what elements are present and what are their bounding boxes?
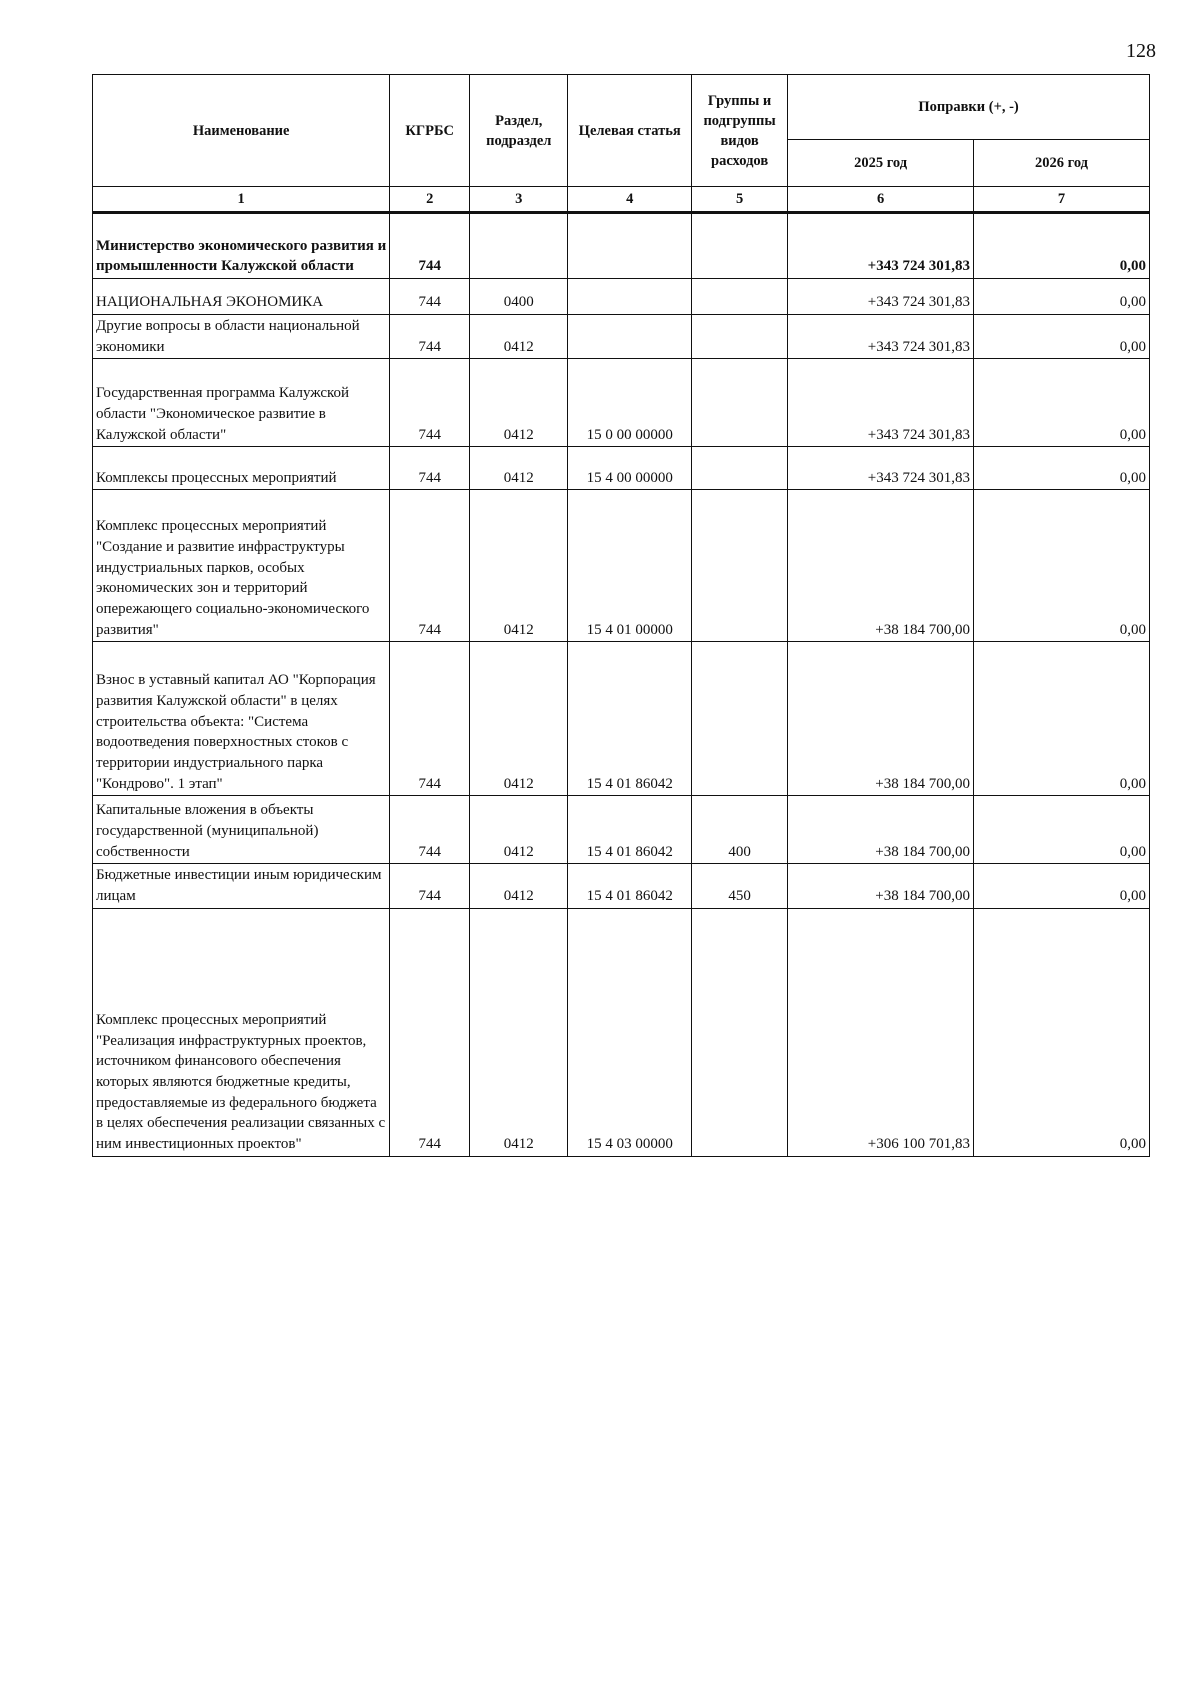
table-row: [93, 359, 1150, 447]
row-amount-2026: 0,00: [973, 315, 1149, 359]
col-number: 2: [390, 187, 470, 213]
row-kgrbs: 744: [390, 642, 470, 796]
row-section: 0412: [470, 490, 568, 642]
row-amount-2025: +343 724 301,83: [788, 359, 974, 447]
table-row: [93, 864, 1150, 908]
row-amount-2026: 0,00: [973, 359, 1149, 447]
row-target: [568, 279, 692, 315]
table-row: [93, 213, 1150, 279]
row-kgrbs: 744: [390, 796, 470, 864]
row-target: [568, 315, 692, 359]
row-amount-2025: +38 184 700,00: [788, 796, 974, 864]
row-section: 0412: [470, 796, 568, 864]
row-amount-2025: +306 100 701,83: [788, 908, 974, 1156]
row-amount-2026: 0,00: [973, 908, 1149, 1156]
row-group: [691, 447, 787, 490]
row-name: Государственная программа Калужской области "Экономическое развитие в Калужской области": [93, 359, 390, 447]
row-name: Министерство экономического развития и промышленности Калужской области: [93, 213, 390, 279]
row-group: [691, 642, 787, 796]
row-amount-2025: +343 724 301,83: [788, 213, 974, 279]
header-groups: Группы и подгруппы видов расходов: [691, 75, 787, 187]
row-name: Взнос в уставный капитал АО "Корпорация развития Калужской области" в целях строительства объекта: "Система водоотведения поверхностных стоков с территории индустриального парка "Кондрово". 1 этап": [93, 642, 390, 796]
row-amount-2025: +38 184 700,00: [788, 642, 974, 796]
row-section: 0412: [470, 447, 568, 490]
table-row: [93, 796, 1150, 864]
table-row: [93, 279, 1150, 315]
row-section: 0412: [470, 359, 568, 447]
row-target: 15 4 03 00000: [568, 908, 692, 1156]
row-kgrbs: 744: [390, 490, 470, 642]
row-section: 0412: [470, 864, 568, 908]
row-group: 400: [691, 796, 787, 864]
table-row: [93, 315, 1150, 359]
row-target: [568, 213, 692, 279]
row-amount-2025: +343 724 301,83: [788, 447, 974, 490]
col-number: 7: [973, 187, 1149, 213]
header-section: Раздел, подраздел: [470, 75, 568, 187]
col-number: 6: [788, 187, 974, 213]
row-section: [470, 213, 568, 279]
row-target: 15 4 00 00000: [568, 447, 692, 490]
row-target: 15 4 01 86042: [568, 796, 692, 864]
header-target: Целевая статья: [568, 75, 692, 187]
row-target: 15 0 00 00000: [568, 359, 692, 447]
row-name: Комплексы процессных мероприятий: [93, 447, 390, 490]
row-amount-2026: 0,00: [973, 642, 1149, 796]
table-row: [93, 908, 1150, 1156]
row-name: Другие вопросы в области национальной экономики: [93, 315, 390, 359]
col-number: 4: [568, 187, 692, 213]
row-section: 0412: [470, 315, 568, 359]
row-kgrbs: 744: [390, 315, 470, 359]
page-number: 128: [1126, 40, 1156, 62]
header-amendments: Поправки (+, -): [788, 75, 1150, 140]
row-group: [691, 279, 787, 315]
header-year-2026: 2026 год: [973, 140, 1149, 187]
row-name: Комплекс процессных мероприятий "Создание и развитие инфраструктуры индустриальных парков, особых экономических зон и территорий опережающего социально-экономического развития": [93, 490, 390, 642]
row-amount-2026: 0,00: [973, 490, 1149, 642]
table-header: [93, 75, 1150, 213]
row-group: [691, 359, 787, 447]
row-group: [691, 908, 787, 1156]
row-amount-2026: 0,00: [973, 213, 1149, 279]
row-group: [691, 315, 787, 359]
row-group: [691, 490, 787, 642]
row-amount-2026: 0,00: [973, 864, 1149, 908]
table-row: [93, 642, 1150, 796]
col-number: 5: [691, 187, 787, 213]
table-row: [93, 447, 1150, 490]
row-section: 0412: [470, 642, 568, 796]
row-name: Комплекс процессных мероприятий "Реализация инфраструктурных проектов, источником финансового обеспечения которых являются бюджетные кредиты, предоставляемые из федерального бюджета в целях обеспечения реализации связанных с ним инвестиционных проектов": [93, 908, 390, 1156]
table-body: [93, 213, 1150, 1157]
row-target: 15 4 01 86042: [568, 642, 692, 796]
row-amount-2026: 0,00: [973, 796, 1149, 864]
row-group: 450: [691, 864, 787, 908]
row-kgrbs: 744: [390, 864, 470, 908]
row-kgrbs: 744: [390, 908, 470, 1156]
row-section: 0412: [470, 908, 568, 1156]
col-number: 3: [470, 187, 568, 213]
table-row: [93, 490, 1150, 642]
row-amount-2025: +38 184 700,00: [788, 490, 974, 642]
row-amount-2025: +38 184 700,00: [788, 864, 974, 908]
row-amount-2026: 0,00: [973, 447, 1149, 490]
row-kgrbs: 744: [390, 213, 470, 279]
header-name: Наименование: [93, 75, 390, 187]
row-name: НАЦИОНАЛЬНАЯ ЭКОНОМИКА: [93, 279, 390, 315]
header-kgrbs: КГРБС: [390, 75, 470, 187]
budget-amendments-table: [92, 74, 1150, 1157]
row-kgrbs: 744: [390, 447, 470, 490]
row-section: 0400: [470, 279, 568, 315]
row-amount-2025: +343 724 301,83: [788, 315, 974, 359]
row-name: Капитальные вложения в объекты государственной (муниципальной) собственности: [93, 796, 390, 864]
header-year-2025: 2025 год: [788, 140, 974, 187]
row-kgrbs: 744: [390, 359, 470, 447]
row-amount-2026: 0,00: [973, 279, 1149, 315]
row-kgrbs: 744: [390, 279, 470, 315]
row-name: Бюджетные инвестиции иным юридическим лицам: [93, 864, 390, 908]
row-target: 15 4 01 86042: [568, 864, 692, 908]
row-group: [691, 213, 787, 279]
row-amount-2025: +343 724 301,83: [788, 279, 974, 315]
row-target: 15 4 01 00000: [568, 490, 692, 642]
col-number: 1: [93, 187, 390, 213]
